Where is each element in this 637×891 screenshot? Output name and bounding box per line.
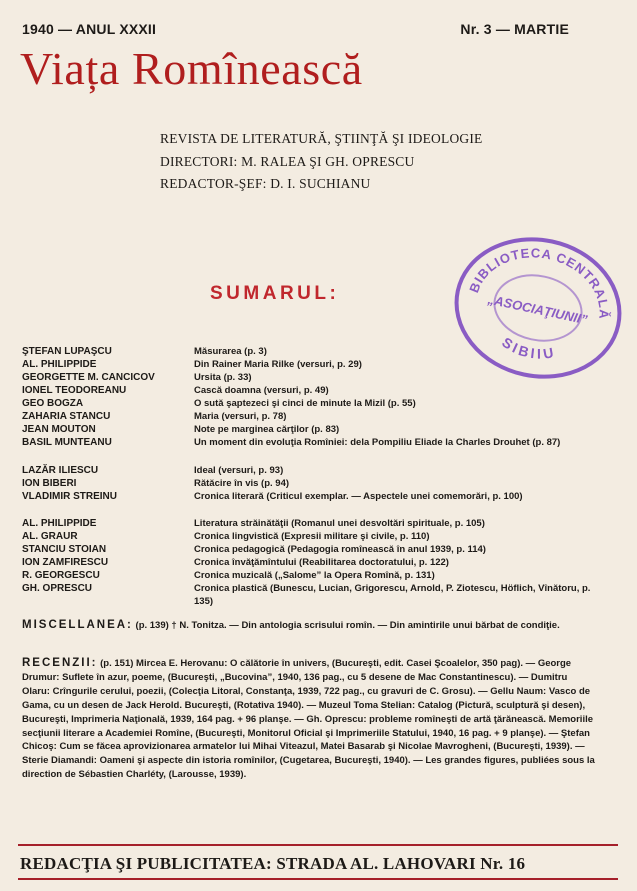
toc-title: Ideal (versuri, p. 93) (194, 465, 284, 476)
miscellanea-label: MISCELLANEA: (22, 619, 133, 631)
toc-author: GEO BOGZA (22, 398, 84, 409)
toc-author: ION ZAMFIRESCU (22, 557, 109, 568)
stamp-bottom-text: SIBIIU (499, 333, 558, 362)
toc-author: AL. PHILIPPIDE (22, 518, 97, 529)
toc-title: Măsurarea (p. 3) (194, 346, 267, 357)
miscellanea-text: (p. 139) † N. Tonitza. — Din antologia scrisului romîn. — Din amintirile unui bărbat de condiţie. (135, 620, 560, 631)
toc-author: ION BIBERI (22, 478, 77, 489)
stamp-top-text: BIBLIOTECA CENTRALĂ (466, 245, 612, 321)
issue-year: 1940 — ANUL XXXII (22, 21, 157, 37)
recenzii-text: (p. 151) Mircea E. Herovanu: O călătorie în univers, (Bucureşti, edit. Casei Şcoalelor, 350 pag). — George Drumur: Suflete în azur, poeme, (Bucureşti, „Bucovina”, 1940, 136 pag., cu 5 desene de Mac Constantinescu). — Dumitru Olaru: Crîngurile cerului, poezii, (Colecţia Litoral, Constanţa, 1939, 722 pag., cu gravuri de C. Grosu). — Gellu Naum: Vasco de Gama, cu un desen de Jack Herold. Bucureşti, (Rotativa 1940). — Muzeul Toma Stelian: Catalog (Pictură, sculptură şi desen), Bucureşti, Imprimeria Naţională, 1939, 164 pag. + 96 planşe. — Gh. Oprescu: probleme romîneşti de artă ţărănească. Memoriile secţiunii literare a Academiei Romîne, (Bucureşti, Monitorul Oficial şi Imprimeriile Statului, 1940, 16 pag. + 9 planşe). — Ştefan Chicoş: Cum se făcea aprovizionarea armatelor lui Mihai Viteazul, Matei Basarab şi Nicolae Mavrogheni, (Bucureşti, 1939). — Sterie Diamandi: Oameni şi aspecte din istoria romînilor, (Cugetarea, Bucureşti, 1940). — Les grandes figures, publiées sous la direction de Sébastien Charléty, (Larousse, 1939). (22, 658, 595, 781)
toc-title: Maria (versuri, p. 78) (194, 411, 287, 422)
recenzii-paragraph (22, 657, 597, 782)
toc-author: VLADIMIR STREINU (22, 491, 117, 502)
toc-title: Ursita (p. 33) (194, 372, 252, 383)
toc-title: Cască doamna (versuri, p. 49) (194, 385, 329, 396)
toc-title: Cronica lingvistică (Expresii militare şi civile, p. 110) (194, 531, 430, 542)
toc-title: Cronica literară (Criticul exemplar. — Aspectele unei comemorări, p. 100) (194, 491, 523, 502)
toc-title: Rătăcire în vis (p. 94) (194, 478, 290, 489)
toc-author: ŞTEFAN LUPAŞCU (22, 346, 112, 357)
subtitle-line-3: REDACTOR-ŞEF: D. I. SUCHIANU (160, 176, 371, 191)
issue-number: Nr. 3 — MARTIE (460, 21, 569, 37)
subtitle-line-1: REVISTA DE LITERATURĂ, ŞTIINŢĂ ŞI IDEOLOGIE (160, 131, 483, 146)
toc-title: Note pe marginea cărţilor (p. 83) (194, 424, 340, 435)
toc-title: O sută şaptezeci şi cinci de minute la Mizil (p. 55) (194, 398, 416, 409)
footer-rule-top (18, 844, 618, 846)
toc-title: Cronica muzicală („Salome” la Opera Romînă, p. 131) (194, 570, 435, 581)
magazine-title: Viața Romînească (20, 43, 363, 94)
toc-title: Din Rainer Maria Rilke (versuri, p. 29) (194, 359, 362, 370)
recenzii-label: RECENZII: (22, 657, 98, 669)
toc-title: Literatura străinătăţii (Romanul unei desvoltări spirituale, p. 105) (194, 518, 485, 529)
toc-author: GH. OPRESCU (22, 583, 93, 594)
stamp-middle-text: „ASOCIAŢIUNII” (486, 291, 589, 328)
toc-author: ZAHARIA STANCU (22, 411, 111, 422)
toc-author: IONEL TEODOREANU (22, 385, 127, 396)
toc-author: R. GEORGESCU (22, 570, 100, 581)
footer-address: REDACŢIA ŞI PUBLICITATEA: STRADA AL. LAHOVARI Nr. 16 (20, 854, 526, 873)
toc-author: GEORGETTE M. CANCICOV (22, 372, 155, 383)
toc-author: AL. GRAUR (22, 531, 78, 542)
miscellanea-paragraph (22, 619, 597, 633)
toc-author: BASIL MUNTEANU (22, 437, 112, 448)
toc-author: LAZĂR ILIESCU (22, 465, 99, 476)
toc-author: JEAN MOUTON (22, 424, 96, 435)
toc-author: STANCIU STOIAN (22, 544, 107, 555)
toc-title: Cronica învăţămîntului (Reabilitarea doctoratului, p. 122) (194, 557, 449, 568)
contents-heading: SUMARUL: (210, 283, 340, 304)
toc-author: AL. PHILIPPIDE (22, 359, 97, 370)
toc-title: Cronica plastică (Bunescu, Lucian, Grigorescu, Arnold, P. Ziotescu, Höflich, Vînătoru, p. 135) (194, 583, 591, 607)
subtitle-line-2: DIRECTORI: M. RALEA ŞI GH. OPRESCU (160, 154, 415, 169)
footer-rule-bottom (18, 878, 618, 880)
toc-title: Cronica pedagogică (Pedagogia romînească în anul 1939, p. 114) (194, 544, 486, 555)
toc-title: Un moment din evoluţia Romîniei: dela Pompiliu Eliade la Charles Drouhet (p. 87) (194, 437, 561, 448)
